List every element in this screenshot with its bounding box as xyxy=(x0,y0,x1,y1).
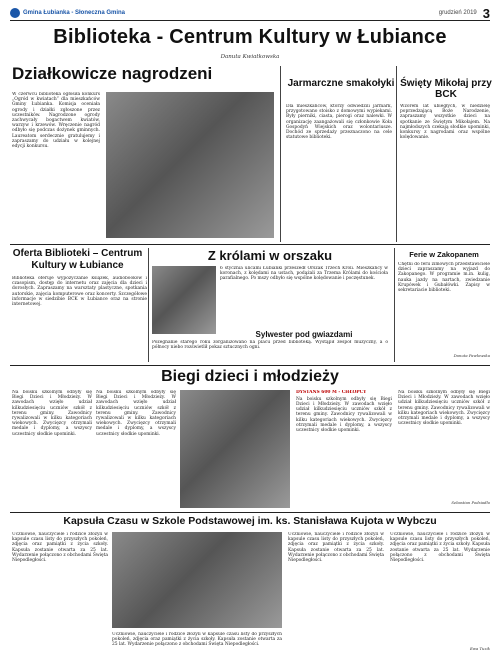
issue-date: grudzień 2019 xyxy=(438,10,477,16)
page-number: 3 xyxy=(482,5,490,21)
sylwester-title: Sylwester pod gwiazdami xyxy=(255,330,353,339)
orszak-text: 6 stycznia ulicami Łubianki przeszedł Orszak Trzech Króli. Mieszkańcy w koronach, z kolędami na ustach, podążali za Trzema Królami do kościoła parafialnego. Po mszy odbyło się wspólne kolędowanie i poczęstunek. xyxy=(220,266,388,282)
kapsula-text-2: Uczniowie, nauczyciele i rodzice złożyli w kapsule czasu listy do przyszłych pokoleń, zdjęcia oraz pamiątki z życia szkoły. Kapsuła zostanie otwarta za 25 lat. Wydarzenie połączono z obchodami Święta Niepodległości. xyxy=(112,632,282,648)
biegi-text-1: Na boisku szkolnym odbyły się Biegi Dzieci i Młodzieży. W zawodach wzięło udział kilkudziesięciu uczniów szkół z terenu gminy. Zawodnicy rywalizowali w kilku kategoriach wiekowych. Zwycięzcy otrzymali medale i dyplomy, a wszyscy uczestnicy słodkie upominki. xyxy=(12,390,92,437)
biegi-photo xyxy=(180,390,290,508)
kapsula-text-4: Uczniowie, nauczyciele i rodzice złożyli w kapsule czasu listy do przyszłych pokoleń, zdjęcia oraz pamiątki z życia szkoły. Kapsuła zostanie otwarta za 25 lat. Wydarzenie połączono z obchodami Święta Niepodległości. xyxy=(390,532,490,564)
oferta-title: Oferta Biblioteki – Centrum Kultury w Łubiance xyxy=(12,248,143,271)
ferie-text: Chętni do ferii zimowych przedstawiciele dzieci zapraszamy na wyjazd do Zakopanego. W programie m.in. kulig, nauka jazdy na nartach, zwiedzanie Krupówek i Gubałówki. Zapisy w sekretariacie biblioteki. xyxy=(398,262,490,294)
byline: Danuta Kwiatkowska xyxy=(220,54,280,60)
orszak-photo xyxy=(152,266,216,334)
jarmarczne-title: Jarmarczne smakołyki xyxy=(287,78,395,89)
page-header xyxy=(10,6,490,21)
biegi-results: DYSTANS 600 M - CHŁOPCY Na boisku szkolnym odbyły się Biegi Dzieci i Młodzieży. W zawodach wzięło udział kilkudziesięciu uczniów szkół z terenu gminy. Zawodnicy rywalizowali w kilku kategoriach wiekowych. Zwycięzcy otrzymali medale i dyplomy, a wszyscy uczestnicy słodkie upominki. xyxy=(296,390,392,433)
dzialkowicze-text: W czerwcu biblioteka ogłosiła konkurs „Ogród w kwiatach” dla mieszkańców Gminy Łubianka. Komisja oceniała ogrody i działki zgłoszone przez uczestników. Nagrodzone ogrody zachwycały bogactwem kwiatów, warzyw i krzewów. Wręczenie nagród odbyło się podczas dożynek gminnych. Laureatom serdecznie gratulujemy i zapraszamy do udziału w kolejnej edycji konkursu. xyxy=(12,92,100,150)
biegi-text-2: Na boisku szkolnym odbyły się Biegi Dzieci i Młodzieży. W zawodach wzięło udział kilkudziesięciu uczniów szkół z terenu gminy. Zawodnicy rywalizowali w kilku kategoriach wiekowych. Zwycięzcy otrzymali medale i dyplomy, a wszyscy uczestnicy słodkie upominki. xyxy=(96,390,176,437)
ferie-title: Ferie w Zakopanem xyxy=(409,250,479,259)
kapsula-title: Kapsuła Czasu w Szkole Podstawowej im. ks. Stanisława Kujota w Wybczu xyxy=(63,515,437,527)
dzialkowicze-photo xyxy=(106,92,274,238)
dzialkowicze-title: Działkowicze nagrodzeni xyxy=(12,64,213,83)
kapsula-text-1: Uczniowie, nauczyciele i rodzice złożyli w kapsule czasu listy do przyszłych pokoleń, zdjęcia oraz pamiątki z życia szkoły. Kapsuła zostanie otwarta za 25 lat. Wydarzenie połączono z obchodami Święta Niepodległości. xyxy=(12,532,108,564)
kapsula-photo xyxy=(112,532,282,628)
gmina-logo-icon xyxy=(10,8,20,18)
jarmarczne-text: Dla mieszkańców, którzy odwiedzili jarmark, przygotowano stoisko z domowymi wypiekami. Były pierniki, ciasta, pierogi oraz nalewki. W organizację zaangażowali się członkowie Koła Gospodyń Wiejskich oraz wolontariusze. Dochód ze sprzedaży przeznaczono na cele statutowe biblioteki. xyxy=(286,104,392,141)
page-title: Biblioteka - Centrum Kultury w Łubiance xyxy=(53,26,447,48)
mikolaj-title: Święty Mikołaj przy BCK xyxy=(400,78,492,100)
oferta-text: Biblioteka oferuje wypożyczanie książek, audiobooków i czasopism, dostęp do internetu oraz zajęcia dla dzieci i dorosłych. Zapraszamy na warsztaty plastyczne, spotkania autorskie, zajęcia komputerowe oraz koncerty. Szczegółowe informacje w siedzibie BCK w Łubiance oraz na stronie internetowej. xyxy=(12,276,147,308)
kapsula-text-3: Uczniowie, nauczyciele i rodzice złożyli w kapsule czasu listy do przyszłych pokoleń, zdjęcia oraz pamiątki z życia szkoły. Kapsuła zostanie otwarta za 25 lat. Wydarzenie połączono z obchodami Święta Niepodległości. xyxy=(288,532,384,564)
biegi-title: Biegi dzieci i młodzieży xyxy=(161,368,339,385)
kapsula-signature: Ewa Tuzik xyxy=(470,646,490,651)
ferie-signature: Danuta Pawłowska xyxy=(453,353,490,358)
sylwester-text: Pożegnanie starego roku zorganizowano na placu przed biblioteką. Wystąpił zespół muzyczny, a o północy niebo rozświetlił pokaz sztucznych ogni. xyxy=(152,340,388,351)
orszak-title: Z królami w orszaku xyxy=(207,248,333,263)
brand: Gmina Łubianka - Słoneczna Gmina xyxy=(23,10,126,16)
biegi-signature: Sebastian Podsiadło xyxy=(451,500,490,505)
biegi-results-2: Na boisku szkolnym odbyły się Biegi Dzieci i Młodzieży. W zawodach wzięło udział kilkudziesięciu uczniów szkół z terenu gminy. Zawodnicy rywalizowali w kilku kategoriach wiekowych. Zwycięzcy otrzymali medale i dyplomy, a wszyscy uczestnicy słodkie upominki. xyxy=(398,390,490,427)
mikolaj-text: Wzorem lat ubiegłych, w niedzielę poprzedzającą Boże Narodzenie, zapraszamy wszystkie dzieci na spotkanie ze Świętym Mikołajem. Na najmłodszych czekają słodkie upominki, konkursy z nagrodami oraz wspólne kolędowanie. xyxy=(400,104,490,141)
